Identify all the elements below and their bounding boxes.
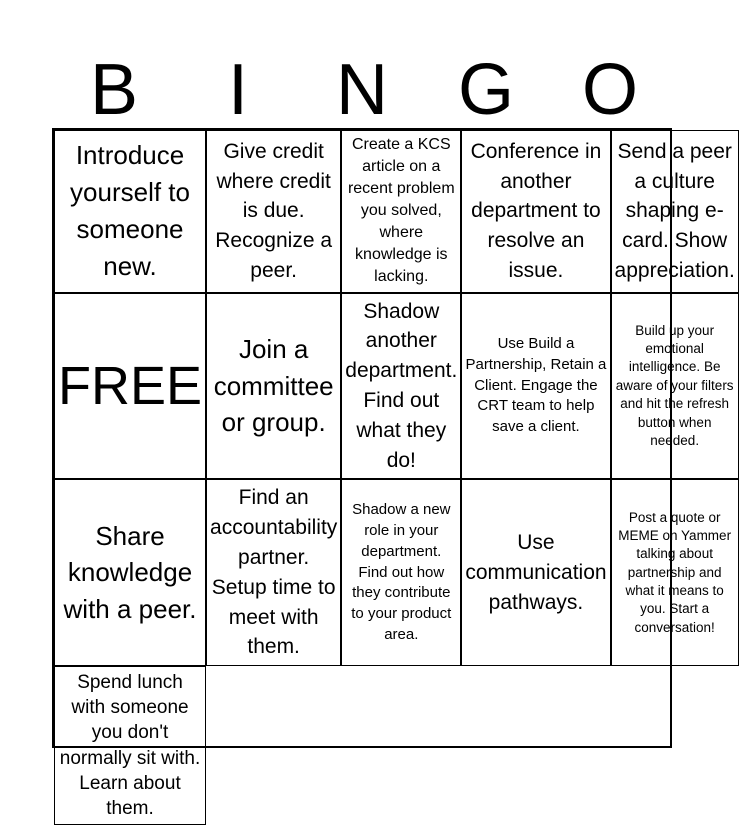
bingo-cell[interactable] — [341, 130, 461, 293]
bingo-cell[interactable] — [461, 479, 610, 666]
bingo-cell[interactable] — [206, 293, 341, 480]
bingo-title — [52, 52, 672, 128]
cell-text: Introduce yourself to someone new. — [70, 140, 190, 282]
bingo-cell[interactable] — [54, 666, 206, 824]
bingo-cell[interactable] — [611, 130, 739, 293]
bingo-cell[interactable] — [341, 293, 461, 480]
cell-text: Use Build a Partnership, Retain a Client. Engage the CRT team to help save a client. — [465, 335, 607, 436]
bingo-cell[interactable] — [611, 479, 739, 666]
bingo-cell[interactable] — [341, 479, 461, 666]
bingo-cell[interactable] — [54, 130, 206, 293]
bingo-cell[interactable] — [54, 479, 206, 666]
free-space[interactable] — [54, 293, 206, 480]
title-letter-b: B — [89, 50, 139, 130]
cell-text: Build up your emotional intelligence. Be aware of your filters and hit the refresh button when needed. — [615, 322, 734, 448]
bingo-cell[interactable] — [611, 293, 739, 480]
title-letter-o: O — [581, 50, 638, 130]
cell-text: Share knowledge with a peer. — [63, 520, 197, 625]
bingo-grid — [52, 128, 735, 819]
cell-text: Shadow a new role in your department. Find out how they contribute to your product area. — [351, 501, 452, 643]
title-letter-g: G — [457, 50, 514, 130]
cell-text: Join a committee or group. — [213, 333, 334, 438]
cell-text: Shadow another department. Find out what they do! — [345, 299, 458, 472]
cell-text: Send a peer a culture shaping e-card. Show appreciation. — [614, 139, 735, 282]
title-letter-n: N — [336, 50, 388, 130]
cell-text: Use communication pathways. — [465, 531, 607, 614]
cell-text: Conference in another department to resolve an issue. — [470, 139, 602, 282]
bingo-cell[interactable] — [461, 293, 610, 480]
bingo-cell[interactable] — [206, 130, 341, 293]
title-letter-i: I — [227, 50, 248, 130]
cell-text: Spend lunch with someone you don't normally sit with. Learn about them. — [59, 672, 201, 819]
bingo-cell[interactable] — [461, 130, 610, 293]
cell-text: Give credit where credit is due. Recognize a peer. — [215, 139, 333, 282]
cell-text: Create a KCS article on a recent problem you solved, where knowledge is lacking. — [347, 136, 455, 286]
cell-text: Post a quote or MEME on Yammer talking about partnership and what it means to you. Start a conversation! — [618, 509, 732, 635]
free-space-label: FREE — [58, 355, 203, 416]
bingo-cell[interactable] — [206, 479, 341, 666]
cell-text: Find an accountability partner. Setup time to meet with them. — [210, 486, 338, 659]
